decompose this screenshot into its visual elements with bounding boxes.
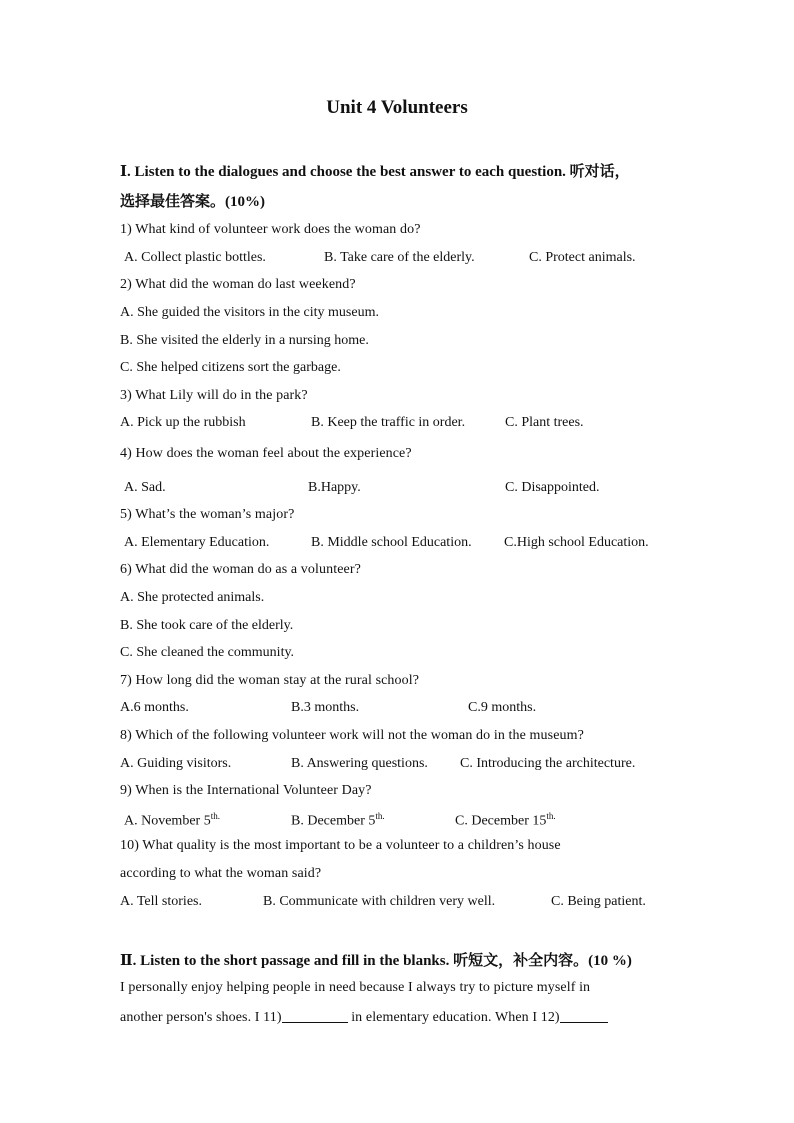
q9-option-c-text: C. December 15 bbox=[455, 813, 547, 829]
q9-option-a-text: A. November 5 bbox=[124, 813, 211, 829]
question-6: 6) What did the woman do as a volunteer? bbox=[120, 562, 361, 577]
q7-option-c: C.9 months. bbox=[468, 700, 537, 715]
q4-option-c: C. Disappointed. bbox=[505, 480, 600, 495]
section2-heading: Ⅱ. Listen to the short passage and fill in the blanks. 听短文，补全内容。(10 %) bbox=[120, 953, 632, 969]
q1-option-c: C. Protect animals. bbox=[529, 250, 636, 265]
q10-option-c: C. Being patient. bbox=[551, 894, 646, 909]
question-10-line2: according to what the woman said? bbox=[120, 866, 322, 881]
q5-option-a: A. Elementary Education. bbox=[124, 535, 270, 550]
q1-option-b: B. Take care of the elderly. bbox=[324, 250, 475, 265]
question-2: 2) What did the woman do last weekend? bbox=[120, 277, 356, 292]
q6-option-b: B. She took care of the elderly. bbox=[120, 618, 294, 633]
q3-option-a: A. Pick up the rubbish bbox=[120, 415, 246, 430]
passage-line2-part-a: another person's shoes. I 11) bbox=[120, 1010, 282, 1025]
q8-option-c: C. Introducing the architecture. bbox=[460, 756, 636, 771]
q10-option-b: B. Communicate with children very well. bbox=[263, 894, 496, 909]
q5-option-b: B. Middle school Education. bbox=[311, 535, 472, 550]
q7-option-a: A.6 months. bbox=[120, 700, 189, 715]
question-10-line1: 10) What quality is the most important to be a volunteer to a children’s house bbox=[120, 838, 561, 853]
q2-option-c: C. She helped citizens sort the garbage. bbox=[120, 360, 341, 375]
q7-option-b: B.3 months. bbox=[291, 700, 360, 715]
section1-heading-line2: 选择最佳答案。(10%) bbox=[120, 194, 265, 210]
q2-option-b: B. She visited the elderly in a nursing home. bbox=[120, 333, 369, 348]
page-title: Unit 4 Volunteers bbox=[326, 97, 468, 118]
question-8: 8) Which of the following volunteer work will not the woman do in the museum? bbox=[120, 728, 584, 743]
q9-option-a bbox=[124, 811, 220, 830]
passage-line1: I personally enjoy helping people in need because I always try to picture myself in bbox=[120, 980, 591, 995]
q8-option-a: A. Guiding visitors. bbox=[120, 756, 232, 771]
q5-option-c: C.High school Education. bbox=[504, 535, 649, 550]
q3-option-c: C. Plant trees. bbox=[505, 415, 584, 430]
q3-option-b: B. Keep the traffic in order. bbox=[311, 415, 466, 430]
passage-line2 bbox=[120, 1008, 608, 1026]
question-7: 7) How long did the woman stay at the rural school? bbox=[120, 673, 420, 688]
q6-option-a: A. She protected animals. bbox=[120, 590, 265, 605]
question-1: 1) What kind of volunteer work does the woman do? bbox=[120, 222, 421, 237]
q9-option-a-sup: th. bbox=[210, 811, 220, 821]
q9-option-c-sup: th. bbox=[546, 811, 556, 821]
q9-option-b-sup: th. bbox=[375, 811, 385, 821]
passage-line2-part-b: in elementary education. When I 12) bbox=[347, 1010, 560, 1025]
q1-option-a: A. Collect plastic bottles. bbox=[124, 250, 266, 265]
q9-option-c bbox=[455, 811, 556, 830]
q8-option-b: B. Answering questions. bbox=[291, 756, 428, 771]
q9-option-b bbox=[291, 811, 385, 830]
q2-option-a: A. She guided the visitors in the city museum. bbox=[120, 305, 379, 320]
blank-11[interactable] bbox=[282, 1008, 348, 1023]
question-3: 3) What Lily will do in the park? bbox=[120, 388, 308, 403]
q4-option-a: A. Sad. bbox=[124, 480, 166, 495]
q10-option-a: A. Tell stories. bbox=[120, 894, 202, 909]
blank-12[interactable] bbox=[560, 1008, 608, 1023]
question-9: 9) When is the International Volunteer Day? bbox=[120, 783, 372, 798]
q9-option-b-text: B. December 5 bbox=[291, 813, 376, 829]
q4-option-b: B.Happy. bbox=[308, 480, 361, 495]
section1-heading-line1: Ⅰ. Listen to the dialogues and choose the best answer to each question. 听对话， bbox=[120, 164, 630, 180]
question-4: 4) How does the woman feel about the experience? bbox=[120, 446, 412, 461]
q6-option-c: C. She cleaned the community. bbox=[120, 645, 295, 660]
question-5: 5) What’s the woman’s major? bbox=[120, 507, 295, 522]
